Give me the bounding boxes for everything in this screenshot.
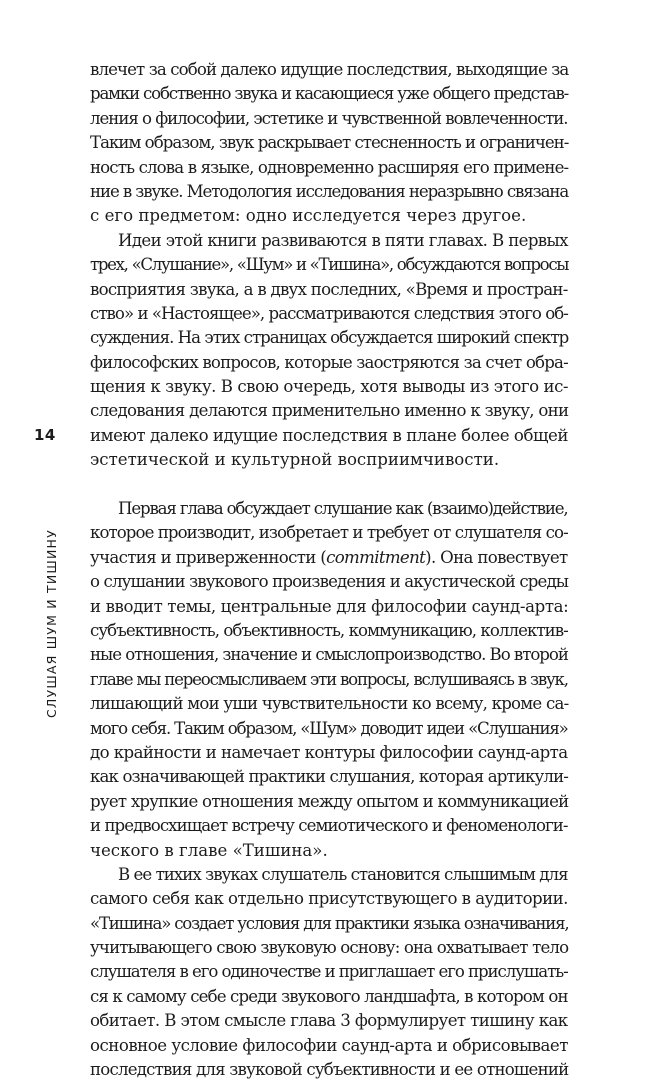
text-line: ся к самому себе среди звукового ландшафта, в котором он bbox=[90, 986, 568, 1006]
text-line: ство» и «Настоящее», рассматриваются следствия этого об- bbox=[90, 303, 568, 323]
text-line: ние в звуке. Методология исследования неразрывно связана bbox=[90, 181, 569, 201]
paragraph-4 bbox=[90, 863, 568, 1082]
text-line: основное условие философии саунд-арта и обрисовывает bbox=[90, 1035, 568, 1055]
text-line: имеют далеко идущие последствия в плане более общей bbox=[90, 425, 568, 445]
text-line: субъективность, объективность, коммуникацию, коллектив- bbox=[90, 620, 568, 640]
text-line: В ее тихих звуках слушатель становится слышимым для bbox=[118, 864, 568, 884]
text-line: Первая глава обсуждает слушание как (взаимо)действие, bbox=[118, 499, 568, 519]
text-line: ления о философии, эстетике и чувственной вовлеченности. bbox=[90, 108, 568, 128]
text-line: восприятия звука, а в двух последних, «Время и простран- bbox=[90, 279, 568, 299]
text-line: «Тишина» создает условия для практики языка означивания, bbox=[90, 913, 569, 933]
text-fragment: ). Она повествует bbox=[425, 547, 568, 567]
text-line: философских вопросов, которые заостряются за счет обра- bbox=[90, 352, 568, 372]
text-line: мого себя. Таким образом, «Шум» доводит идеи «Слушания» bbox=[90, 718, 568, 738]
text-line: лишающий мои уши чувствительности ко всему, кроме са- bbox=[90, 694, 569, 714]
text-line: учитывающего свою звуковую основу: она охватывает тело bbox=[90, 938, 569, 958]
text-line: о слушании звукового произведения и акустической среды bbox=[90, 572, 569, 592]
text-line: главе мы переосмысливаем эти вопросы, вслушиваясь в звук, bbox=[90, 669, 568, 689]
text-fragment: участия и приверженности ( bbox=[90, 547, 327, 567]
text-line: ные отношения, значение и смыслопроизводство. Во второй bbox=[90, 645, 568, 665]
paragraph-2 bbox=[90, 229, 568, 497]
page-number: 14 bbox=[34, 426, 56, 444]
emphasized-term: commitment bbox=[326, 547, 426, 567]
text-line: трех, «Слушание», «Шум» и «Тишина», обсуждаются вопросы bbox=[90, 255, 569, 275]
text-line: и предвосхищает встречу семиотического и феноменологи- bbox=[90, 816, 568, 836]
text-line: ческого в главе «Тишина». bbox=[90, 840, 328, 860]
text-line-with-emphasis bbox=[90, 546, 568, 570]
text-line: ность слова в языке, одновременно расширяя его примене- bbox=[90, 157, 569, 177]
text-line: эстетической и культурной восприимчивости. bbox=[90, 450, 500, 470]
body-text bbox=[90, 58, 568, 1082]
text-line: суждения. На этих страницах обсуждается широкий спектр bbox=[90, 328, 569, 348]
text-line: последствия для звуковой субъективности и ее отношений bbox=[90, 1060, 569, 1080]
paragraph-3 bbox=[90, 497, 568, 863]
text-line: рует хрупкие отношения между опытом и коммуникацией bbox=[90, 791, 569, 811]
text-line: рамки собственно звука и касающиеся уже общего представ- bbox=[90, 84, 569, 104]
text-line bbox=[90, 473, 568, 497]
text-line: как означивающей практики слушания, которая артикули- bbox=[90, 767, 569, 787]
text-line: Таким образом, звук раскрывает стесненность и ограничен- bbox=[90, 133, 569, 153]
text-line: до крайности и намечает контуры философии саунд-арта bbox=[90, 742, 568, 762]
paragraph-1 bbox=[90, 58, 568, 229]
text-line: и вводит темы, центральные для философии саунд-арта: bbox=[90, 596, 569, 616]
running-head: СЛУШАЯ ШУМ И ТИШИНУ bbox=[44, 529, 59, 718]
text-line: влечет за собой далеко идущие последствия, выходящие за bbox=[90, 60, 569, 79]
text-line: щения к звуку. В свою очередь, хотя выводы из этого ис- bbox=[90, 377, 569, 397]
text-line: которое производит, изобретает и требует от слушателя со- bbox=[90, 523, 568, 543]
text-line: с его предметом: одно исследуется через другое. bbox=[90, 206, 527, 226]
text-line: Идеи этой книги развиваются в пяти главах. В первых bbox=[118, 230, 568, 250]
text-line: обитает. В этом смысле глава 3 формулирует тишину как bbox=[90, 1011, 568, 1031]
text-line: самого себя как отдельно присутствующего в аудитории. bbox=[90, 889, 568, 909]
text-line: следования делаются применительно именно к звуку, они bbox=[90, 401, 569, 421]
text-line: слушателя в его одиночестве и приглашает его прислушать- bbox=[90, 962, 568, 982]
